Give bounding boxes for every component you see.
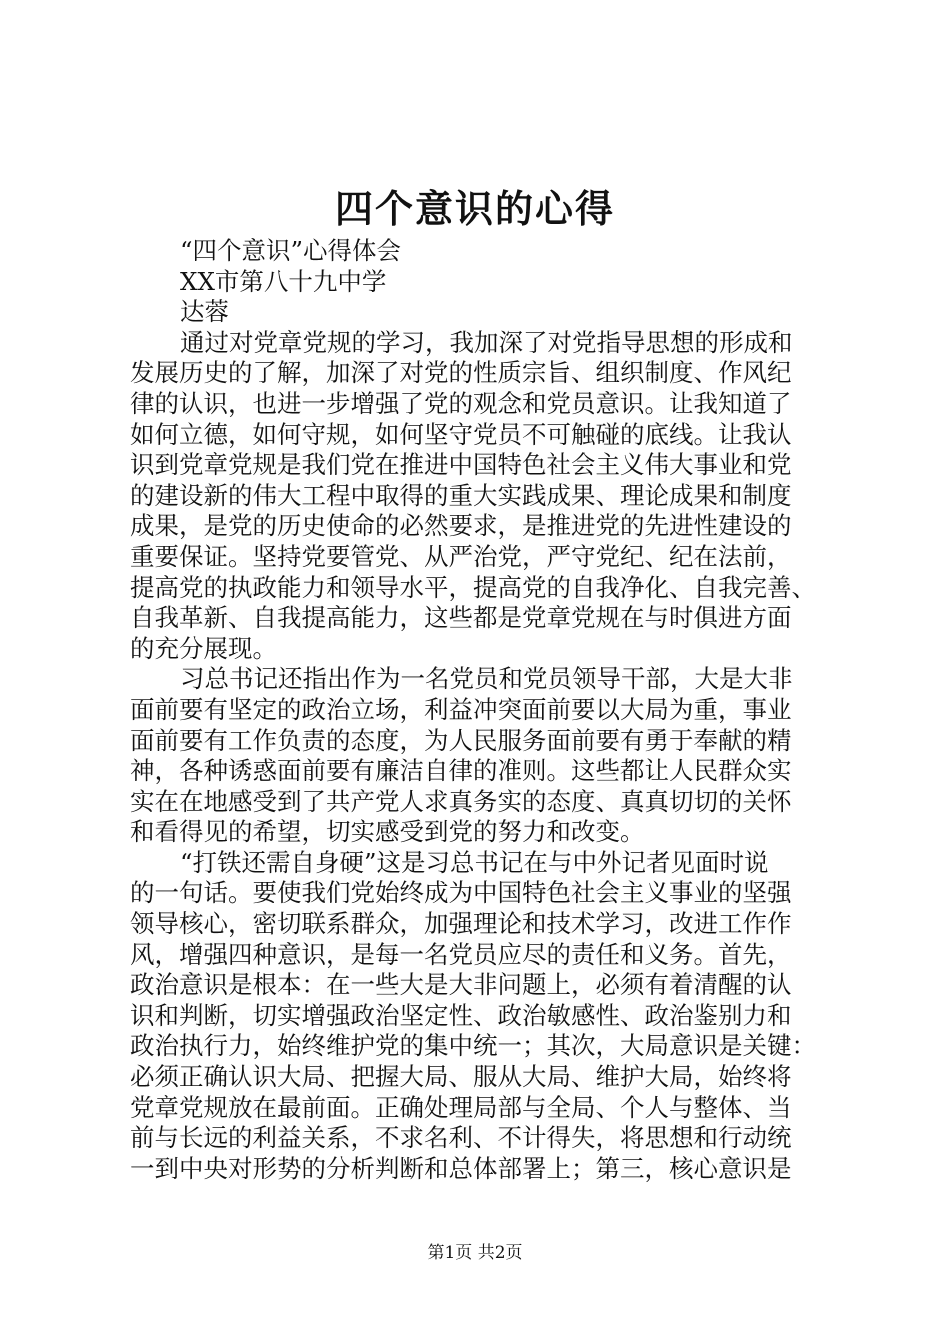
page-footer: 第1页 共2页 <box>427 1243 523 1263</box>
paragraph-line: 的建设新的伟大工程中取得的重大实践成果、理论成果和制度 <box>130 480 792 510</box>
paragraph-line: 成果，是党的历史使命的必然要求，是推进党的先进性建设的 <box>130 511 792 541</box>
paragraph-1 <box>130 328 830 665</box>
paragraph-line: 提高党的执政能力和领导水平，提高党的自我净化、自我完善、 <box>130 572 816 602</box>
paragraph-line: 习总书记还指出作为一名党员和党员领导干部，大是大非 <box>180 664 793 694</box>
paragraph-line: “打铁还需自身硬”这是习总书记在与中外记者见面时说 <box>180 847 769 877</box>
paragraph-2 <box>130 664 830 848</box>
paragraph-line: 和看得见的希望，切实感受到党的努力和改变。 <box>130 817 645 847</box>
paragraph-line: 党章党规放在最前面。正确处理局部与全局、个人与整体、当 <box>130 1092 792 1122</box>
document-title: 四个意识的心得 <box>334 186 615 231</box>
paragraph-line: 通过对党章党规的学习，我加深了对党指导思想的形成和 <box>180 327 793 357</box>
paragraph-line: 实在在地感受到了共产党人求真务实的态度、真真切切的关怀 <box>130 786 792 816</box>
school-line: XX市第八十九中学 <box>180 266 387 296</box>
paragraph-line: 识和判断，切实增强政治坚定性、政治敏感性、政治鉴别力和 <box>130 1000 792 1030</box>
paragraph-line: 发展历史的了解，加深了对党的性质宗旨、组织制度、作风纪 <box>130 358 792 388</box>
paragraph-line: 领导核心，密切联系群众，加强理论和技术学习，改进工作作 <box>130 909 792 939</box>
paragraph-3 <box>130 848 830 1185</box>
paragraph-line: 风，增强四种意识，是每一名党员应尽的责任和义务。首先， <box>130 939 792 969</box>
document-body <box>130 236 830 1184</box>
paragraph-line: 神，各种诱惑面前要有廉洁自律的准则。这些都让人民群众实 <box>130 756 792 786</box>
paragraph-line: 面前要有坚定的政治立场，利益冲突面前要以大局为重，事业 <box>130 694 792 724</box>
paragraph-line: 前与长远的利益关系，不求名利、不计得失，将思想和行动统 <box>130 1123 792 1153</box>
paragraph-line: 的充分展现。 <box>130 633 277 663</box>
author-line: 达蓉 <box>180 297 229 327</box>
paragraph-line: 政治执行力，始终维护党的集中统一；其次，大局意识是关键： <box>130 1031 816 1061</box>
paragraph-line: 的一句话。要使我们党始终成为中国特色社会主义事业的坚强 <box>130 878 792 908</box>
paragraph-line: 面前要有工作负责的态度，为人民服务面前要有勇于奉献的精 <box>130 725 792 755</box>
paragraph-line: 政治意识是根本：在一些大是大非问题上，必须有着清醒的认 <box>130 970 792 1000</box>
subtitle-line: “四个意识”心得体会 <box>180 236 402 265</box>
paragraph-line: 识到党章党规是我们党在推进中国特色社会主义伟大事业和党 <box>130 450 792 480</box>
paragraph-line: 如何立德，如何守规，如何坚守党员不可触碰的底线。让我认 <box>130 419 792 449</box>
paragraph-line: 律的认识，也进一步增强了党的观念和党员意识。让我知道了 <box>130 388 792 418</box>
paragraph-line: 一到中央对形势的分析判断和总体部署上；第三，核心意识是 <box>130 1153 792 1183</box>
paragraph-line: 必须正确认识大局、把握大局、服从大局、维护大局，始终将 <box>130 1062 792 1092</box>
paragraph-line: 重要保证。坚持党要管党、从严治党，严守党纪、纪在法前， <box>130 541 792 571</box>
paragraph-line: 自我革新、自我提高能力，这些都是党章党规在与时俱进方面 <box>130 603 792 633</box>
